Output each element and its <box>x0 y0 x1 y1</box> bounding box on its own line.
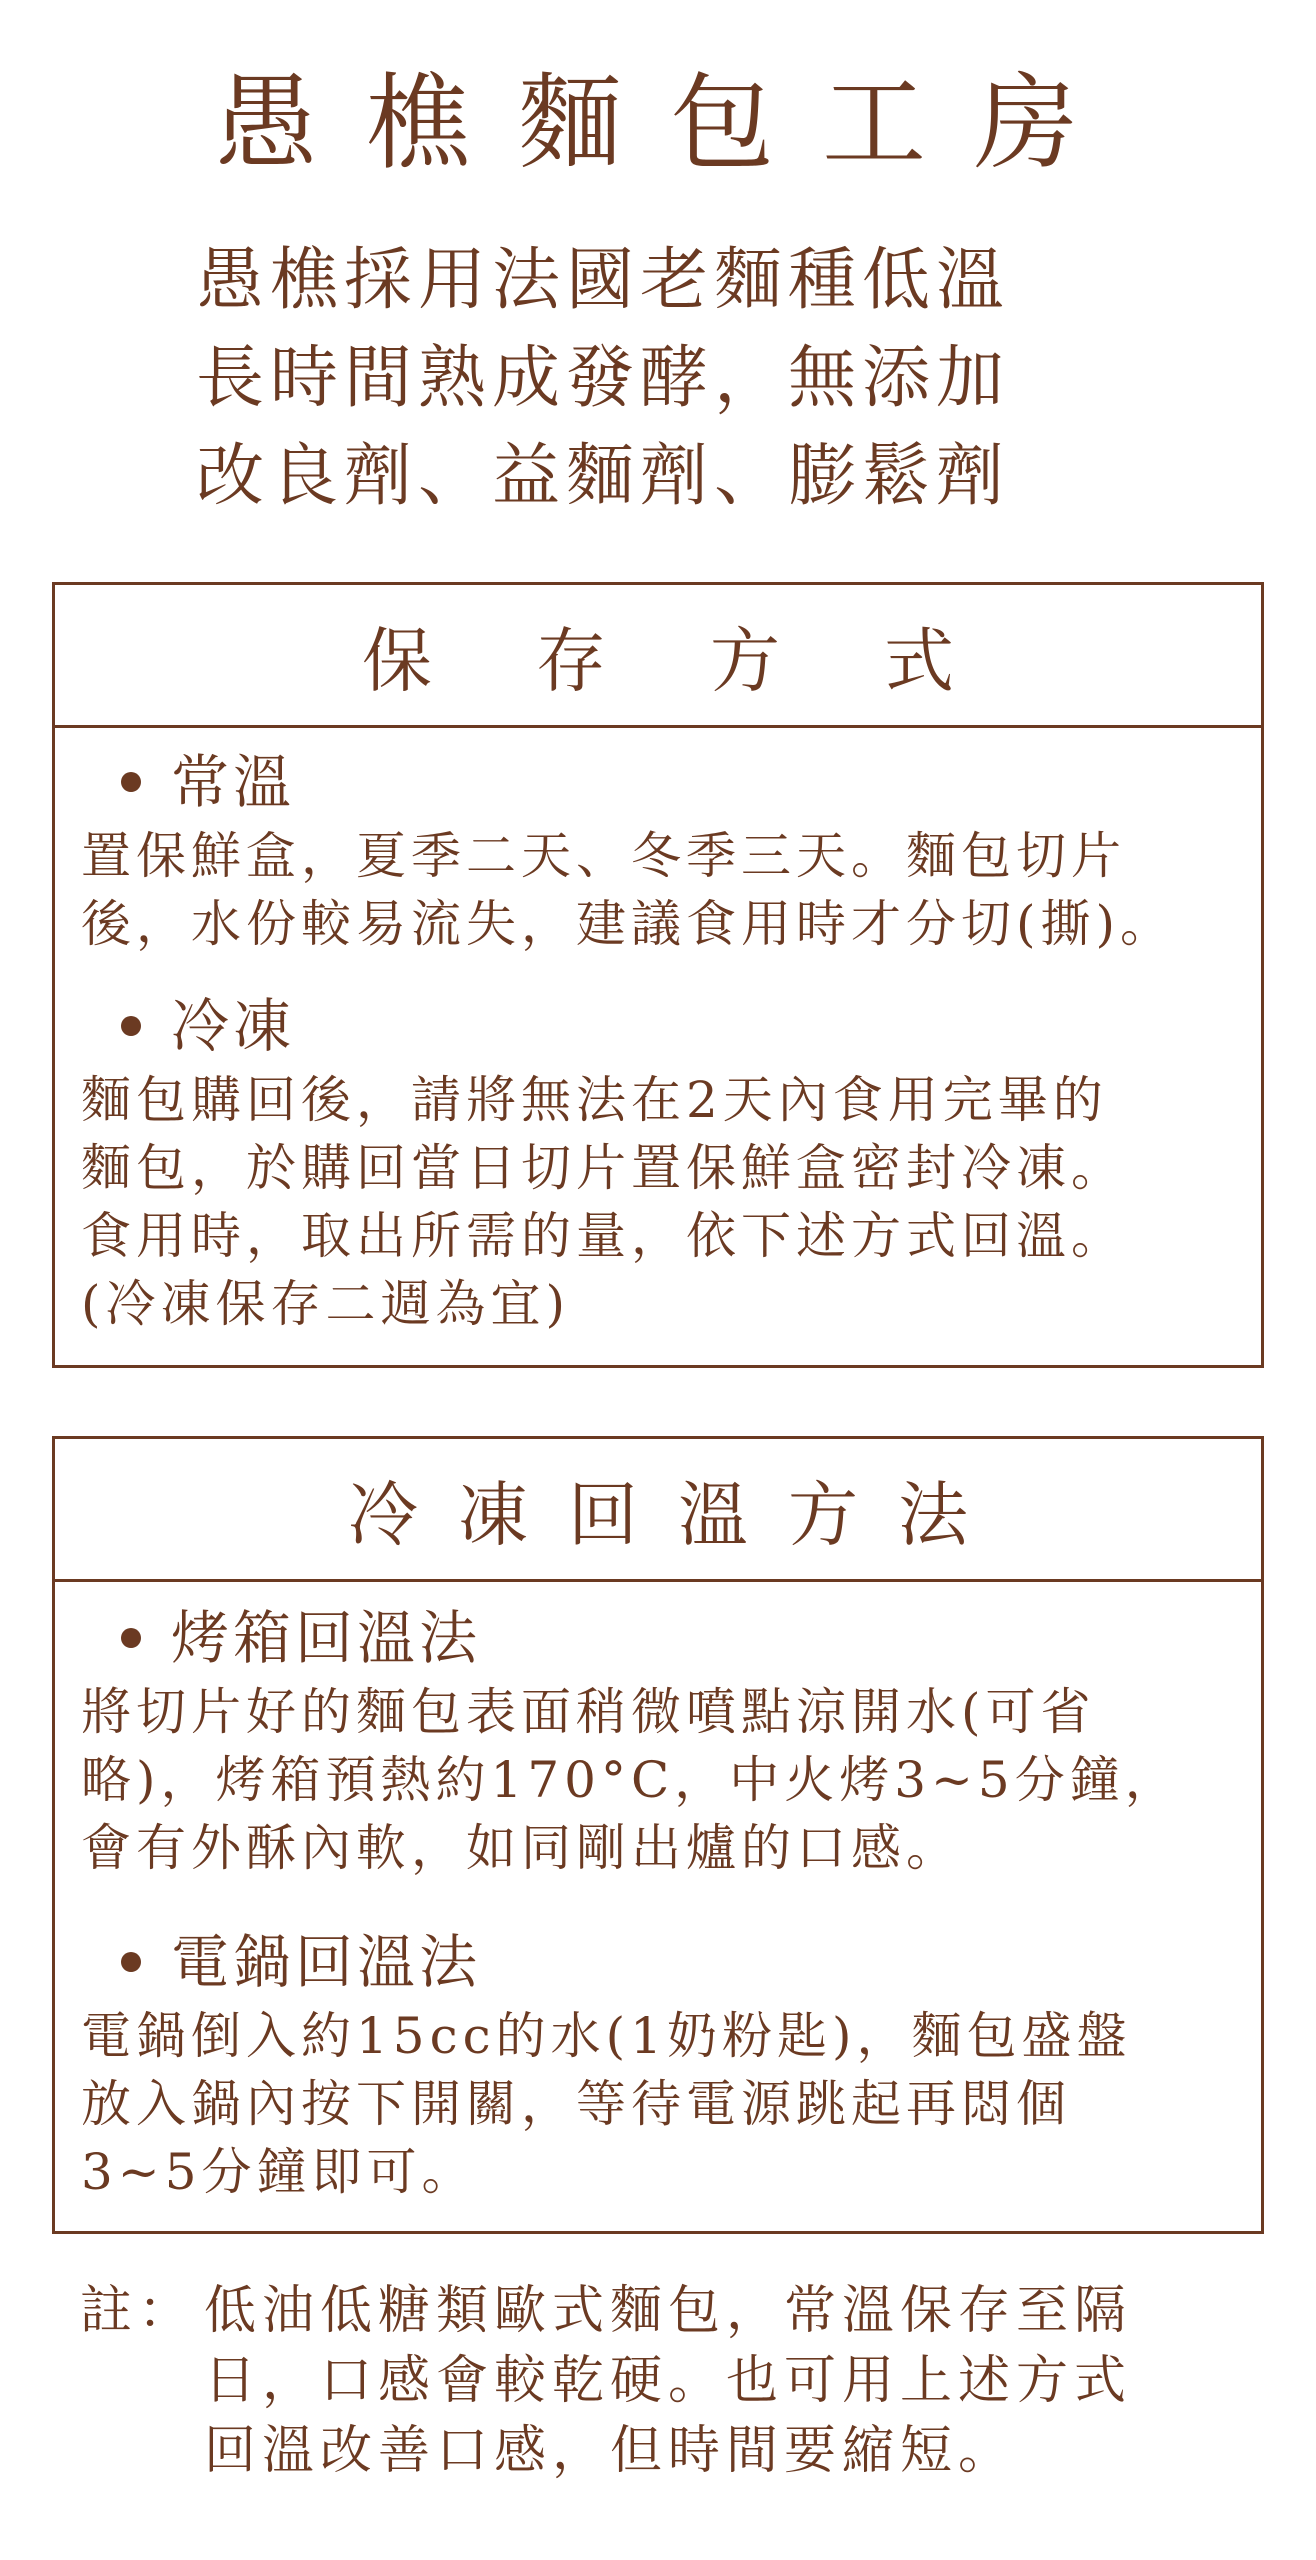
text-line: 放入鍋內按下開關，等待電源跳起再悶個 <box>81 2075 1071 2133</box>
text-line: 食用時，取出所需的量，依下述方式回溫。 <box>81 1207 1126 1265</box>
section-title: 電鍋回溫法 <box>171 1928 482 1996</box>
text-line: 麵包購回後，請將無法在2天內食用完畢的 <box>81 1071 1108 1129</box>
text-line: 置保鮮盒，夏季二天、冬季三天。麵包切片 <box>81 827 1126 885</box>
storage-heading <box>55 585 1261 728</box>
section-rice-cooker <box>81 1922 1237 2002</box>
storage-heading-text: 保存方式 <box>362 619 1058 702</box>
footnote <box>80 2276 1260 2486</box>
text-line: 3~5分鐘即可。 <box>81 2143 477 2201</box>
text-line: (冷凍保存二週為宜) <box>81 1275 571 1333</box>
thaw-heading <box>55 1439 1261 1582</box>
bullet-icon <box>121 772 141 792</box>
bullet-icon <box>121 1628 141 1648</box>
intro-line: 長時間熟成發酵，無添加 <box>196 339 1011 418</box>
section-frozen-text <box>81 1066 1237 1338</box>
text-line: 低油低糖類歐式麵包，常溫保存至隔 <box>204 2281 1133 2341</box>
storage-box <box>52 582 1264 1368</box>
footnote-label: 註： <box>80 2281 197 2341</box>
text-line: 麵包，於購回當日切片置保鮮盒密封冷凍。 <box>81 1139 1126 1197</box>
thaw-heading-text: 冷凍回溫方法 <box>348 1473 1008 1556</box>
page-title: 愚樵麵包工房 <box>213 62 1126 184</box>
section-oven <box>81 1598 1237 1678</box>
section-title: 常溫 <box>171 748 296 816</box>
section-rice-cooker-text <box>81 2002 1237 2206</box>
text-line: 會有外酥內軟，如同剛出爐的口感。 <box>81 1819 961 1877</box>
footnote-text <box>204 2276 1132 2486</box>
thaw-body <box>55 1582 1261 2206</box>
text-line: 略)，烤箱預熱約170°C，中火烤3~5分鐘， <box>81 1751 1180 1809</box>
section-room-temp <box>81 742 1237 822</box>
section-oven-text <box>81 1678 1237 1882</box>
bullet-icon <box>121 1952 141 1972</box>
text-line: 後，水份較易流失，建議食用時才分切(撕)。 <box>81 895 1176 953</box>
intro-line: 改良劑、益麵劑、膨鬆劑 <box>196 437 1011 516</box>
intro-line: 愚樵採用法國老麵種低溫 <box>196 241 1011 320</box>
section-title: 冷凍 <box>171 992 296 1060</box>
section-frozen <box>81 986 1237 1066</box>
text-line: 日，口感會較乾硬。也可用上述方式 <box>204 2351 1133 2411</box>
storage-body <box>55 728 1261 1338</box>
text-line: 電鍋倒入約15cc的水(1奶粉匙)，麵包盛盤 <box>81 2007 1132 2065</box>
intro-text <box>196 232 1136 526</box>
thaw-box <box>52 1436 1264 2234</box>
section-room-temp-text <box>81 822 1237 958</box>
text-line: 回溫改善口感，但時間要縮短。 <box>204 2421 1017 2481</box>
bullet-icon <box>121 1016 141 1036</box>
text-line: 將切片好的麵包表面稍微噴點涼開水(可省 <box>81 1683 1096 1741</box>
section-title: 烤箱回溫法 <box>171 1604 482 1672</box>
